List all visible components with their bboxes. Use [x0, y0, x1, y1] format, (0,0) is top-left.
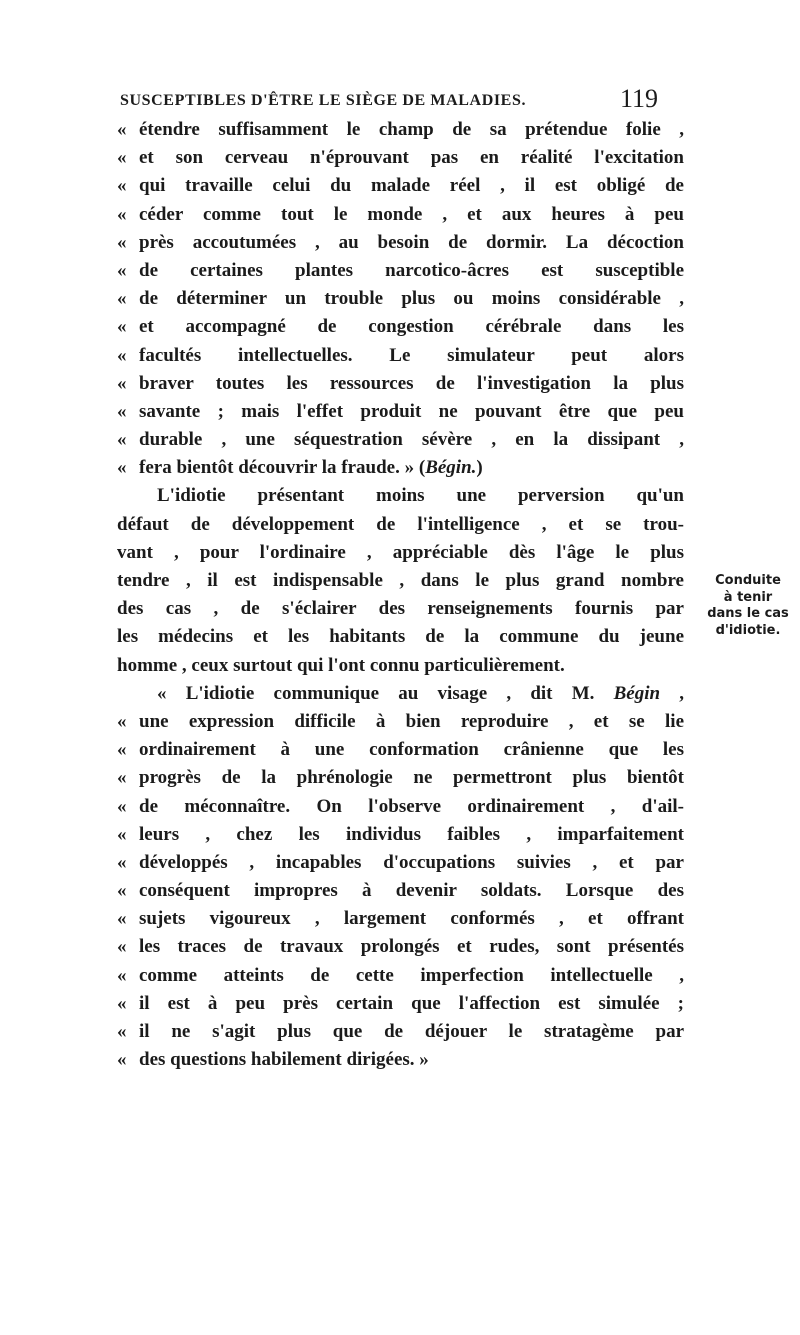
guillemet: « — [117, 288, 127, 310]
guillemet: « — [117, 1049, 127, 1071]
author-citation: Bégin — [613, 682, 661, 704]
guillemet: « — [117, 908, 127, 930]
text-line: « céder comme tout le monde , et aux heures à peu — [117, 201, 684, 229]
guillemet: « — [117, 992, 127, 1014]
text-line: « de certaines plantes narcotico-âcres est susceptible — [117, 257, 684, 285]
page-header — [120, 84, 660, 114]
guillemet: « — [117, 203, 127, 225]
text-line: « les traces de travaux prolongés et rudes, sont présentés — [117, 933, 684, 961]
guillemet: « — [117, 823, 127, 845]
guillemet: « — [117, 739, 127, 761]
text-line: « il ne s'agit plus que de déjouer le stratagème par — [117, 1018, 684, 1046]
text-line: « progrès de la phrénologie ne permettront plus bientôt — [117, 764, 684, 792]
page-number: 119 — [619, 84, 658, 113]
text-line: vant , pour l'ordinaire , appréciable dès l'âge le plus — [117, 541, 684, 563]
author-citation: Bégin. — [425, 457, 477, 479]
text-line: « comme atteints de cette imperfection intellectuelle , — [117, 962, 684, 990]
guillemet: « — [117, 1021, 127, 1042]
text-line: « durable , une séquestration sévère , en la dissipant , — [117, 426, 684, 454]
body-text — [117, 116, 684, 1074]
margin-note-line: dans le cas — [707, 606, 789, 621]
text-line: « savante ; mais l'effet produit ne pouvant être que peu — [117, 398, 684, 426]
text-line: les médecins et les habitants de la commune du jeune — [117, 626, 684, 648]
guillemet: « — [117, 400, 127, 422]
paragraph-3 — [117, 708, 684, 1046]
text-line: « de méconnaître. On l'observe ordinairement , d'ail- — [117, 793, 684, 821]
text-line: homme , ceux surtout qui l'ont connu particulièrement. — [117, 654, 565, 676]
text-line: « et son cerveau n'éprouvant pas en réalité l'excitation — [117, 144, 684, 172]
text-line: L'idiotie présentant moins une perversion qu'un — [157, 485, 684, 507]
guillemet: « — [117, 259, 127, 281]
guillemet: « — [117, 880, 127, 902]
guillemet: « — [117, 429, 127, 451]
guillemet: « — [117, 231, 127, 253]
guillemet: « — [117, 457, 127, 479]
text-line: « une expression difficile à bien reproduire , et se lie — [117, 708, 684, 736]
text-line: « qui travaille celui du malade réel , il est obligé de — [117, 172, 684, 200]
text-line: des cas , de s'éclairer des renseignements fournis par — [117, 598, 684, 620]
text-line: défaut de développement de l'intelligence , et se trou- — [117, 513, 684, 535]
text-line: « près accoutumées , au besoin de dormir. La décoction — [117, 229, 684, 257]
guillemet: « — [117, 372, 127, 394]
guillemet: « — [117, 316, 127, 338]
running-head: SUSCEPTIBLES D'ÊTRE LE SIÈGE DE MALADIES. — [120, 92, 527, 109]
margin-note-line: d'idiotie. — [715, 622, 781, 638]
text-line: tendre , il est indispensable , dans le plus grand nombre — [117, 570, 684, 591]
text-line: « leurs , chez les individus faibles , imparfaitement — [117, 821, 684, 849]
guillemet: « — [117, 936, 127, 958]
margin-note — [702, 573, 794, 639]
margin-note-line: à tenir — [723, 589, 773, 605]
text-line: « étendre suffisamment le champ de sa prétendue folie , — [117, 116, 684, 144]
guillemet: « — [117, 795, 127, 817]
text-line: « de déterminer un trouble plus ou moins considérable , — [117, 285, 684, 313]
text-line: « développés , incapables d'occupations suivies , et par — [117, 849, 684, 877]
paragraph-1 — [117, 116, 684, 454]
margin-note-line: Conduite — [715, 573, 781, 588]
guillemet: « — [117, 119, 127, 140]
guillemet: « — [117, 710, 127, 732]
text-line: « ordinairement à une conformation crânienne que les — [117, 736, 684, 764]
text-line: « L'idiotie communique au visage , dit M. Bégin , — [157, 682, 684, 704]
text-line: « et accompagné de congestion cérébrale dans les — [117, 313, 684, 341]
guillemet: « — [117, 344, 127, 366]
paragraph-2 — [117, 482, 684, 679]
text-line: « fera bientôt découvrir la fraude. » (Bégin.) — [117, 454, 684, 482]
guillemet: « — [117, 851, 127, 873]
text-line: « braver toutes les ressources de l'investigation la plus — [117, 370, 684, 398]
text-line: « conséquent impropres à devenir soldats. Lorsque des — [117, 877, 684, 905]
guillemet: « — [117, 147, 127, 169]
text-line: « des questions habilement dirigées. » — [117, 1046, 684, 1074]
guillemet: « — [117, 767, 127, 789]
text-line: « il est à peu près certain que l'affection est simulée ; — [117, 990, 684, 1018]
guillemet: « — [117, 175, 127, 197]
text-line: « sujets vigoureux , largement conformés , et offrant — [117, 905, 684, 933]
guillemet: « — [117, 964, 127, 986]
text-line: « facultés intellectuelles. Le simulateur peut alors — [117, 342, 684, 370]
